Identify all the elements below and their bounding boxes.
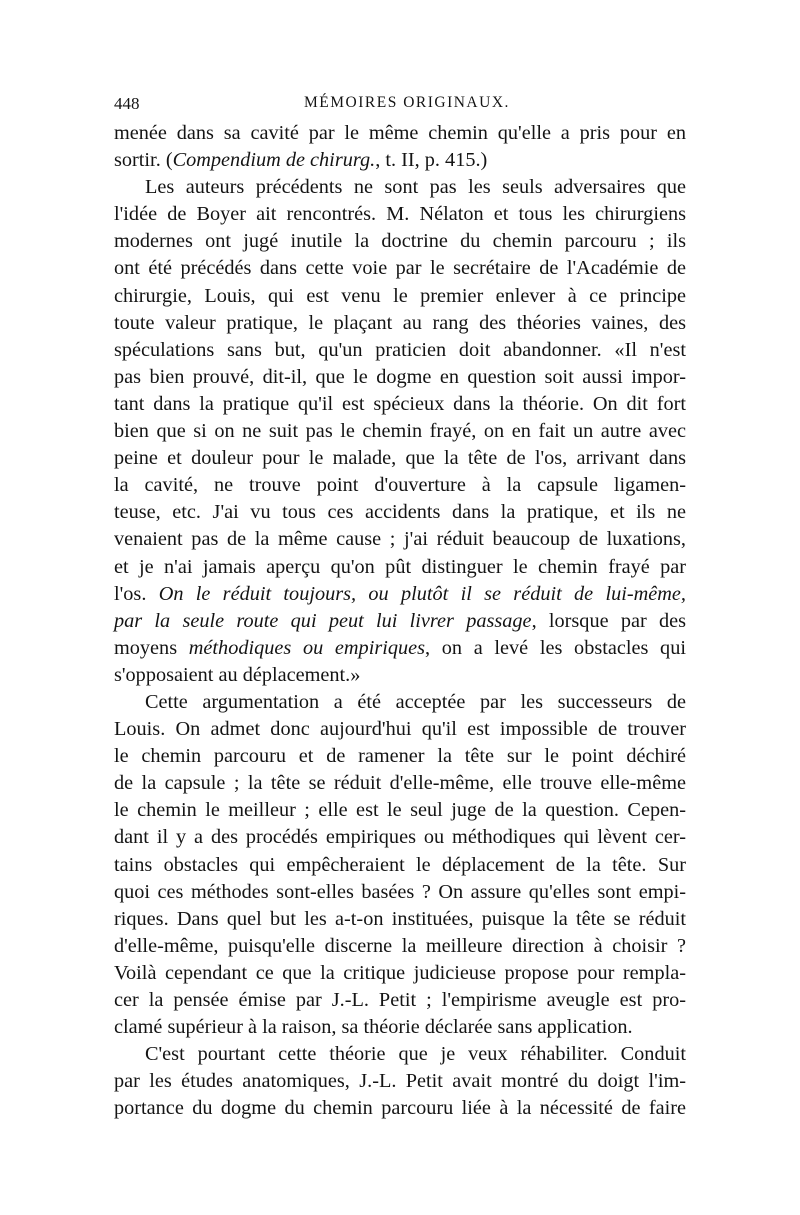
text-segment: , on a levé les obstacles qui — [425, 636, 686, 659]
text-segment: clamé supérieur à la raison, sa théorie déclarée sans application. — [114, 1016, 633, 1039]
text-line — [114, 472, 686, 499]
text-segment: portance du dogme du chemin parcouru liée à la nécessité de faire — [114, 1097, 686, 1120]
text-line — [114, 960, 686, 987]
italic-segment: méthodiques ou empiriques — [188, 636, 426, 659]
text-line — [114, 310, 686, 337]
text-line — [114, 174, 686, 201]
text-segment: dant il y a des procédés empiriques ou méthodiques qui lèvent cer- — [114, 826, 686, 849]
text-segment: menée dans sa cavité par le même chemin qu'elle a pris pour en — [114, 122, 686, 144]
text-segment: d'elle-même, puisqu'elle discerne la meilleure direction à choisir ? — [114, 934, 686, 957]
text-segment: teuse, etc. J'ai vu tous ces accidents dans la pratique, et ils ne — [114, 501, 686, 524]
text-line — [114, 770, 686, 797]
text-line — [114, 526, 686, 553]
text-line — [114, 581, 686, 608]
text-segment: peine et douleur pour le malade, que la tête de l'os, arrivant dans — [114, 447, 686, 470]
running-head — [114, 94, 686, 118]
text-segment: la cavité, ne trouve point d'ouverture à la capsule ligamen- — [114, 474, 686, 497]
text-line — [114, 879, 686, 906]
italic-segment: Compendium de chirurg. — [172, 149, 376, 172]
text-segment: venaient pas de la même cause ; j'ai réduit beaucoup de luxations, — [114, 528, 686, 551]
text-segment: , t. II, p. 415.) — [375, 149, 488, 172]
text-line — [114, 987, 686, 1014]
text-segment: et je n'ai jamais aperçu qu'on pût distinguer le chemin frayé par — [114, 555, 686, 578]
text-line — [114, 933, 686, 960]
italic-segment: On le réduit toujours, ou plutôt il se réduit de lui-même, — [158, 582, 686, 605]
text-line — [114, 608, 686, 635]
text-segment: bien que si on ne suit pas le chemin frayé, on en fait un autre avec — [114, 420, 686, 443]
text-segment: quoi ces méthodes sont-elles basées ? On assure qu'elles sont empi- — [114, 880, 686, 903]
text-segment: cer la pensée émise par J.-L. Petit ; l'empirisme aveugle est pro- — [114, 989, 686, 1011]
text-line — [114, 255, 686, 282]
text-line — [114, 716, 686, 743]
text-line — [114, 337, 686, 364]
page-number: 448 — [114, 94, 140, 113]
text-segment: par les études anatomiques, J.-L. Petit avait montré du doigt l'im- — [114, 1070, 686, 1093]
text-segment: de la capsule ; la tête se réduit d'elle-même, elle trouve elle-même — [114, 772, 686, 795]
text-line — [114, 418, 686, 445]
running-title: MÉMOIRES ORIGINAUX. — [304, 94, 510, 111]
text-line — [114, 364, 686, 391]
text-line — [114, 824, 686, 851]
text-segment: riques. Dans quel but les a-t-on instituées, puisque la tête se réduit — [114, 907, 686, 930]
text-segment: Voilà cependant ce que la critique judicieuse propose pour rempla- — [114, 961, 686, 984]
text-line — [114, 906, 686, 933]
text-segment: s'opposaient au déplacement.» — [114, 663, 361, 686]
text-line — [114, 743, 686, 770]
text-line — [114, 662, 686, 689]
text-line — [114, 797, 686, 824]
text-segment: Louis. On admet donc aujourd'hui qu'il est impossible de trouver — [114, 718, 686, 741]
text-segment: pas bien prouvé, dit-il, que le dogme en question soit aussi impor- — [114, 365, 686, 388]
text-segment: l'os. — [114, 582, 159, 605]
text-segment: sortir. ( — [114, 149, 173, 172]
text-segment: tains obstacles qui empêcheraient le déplacement de la tête. Sur — [114, 853, 686, 876]
text-line — [114, 1014, 686, 1041]
text-segment: le chemin le meilleur ; elle est le seul juge de la question. Cepen- — [114, 799, 686, 822]
text-line — [114, 635, 686, 662]
text-line — [114, 852, 686, 879]
text-segment: toute valeur pratique, le plaçant au rang des théories vaines, des — [114, 311, 686, 334]
text-line — [114, 1041, 686, 1068]
italic-segment: par la seule route qui peut lui livrer passage — [114, 609, 532, 632]
text-segment: chirurgie, Louis, qui est venu le premier enlever à ce principe — [114, 284, 686, 307]
text-line — [114, 689, 686, 716]
body-text — [114, 120, 686, 1122]
text-line — [114, 1095, 686, 1122]
text-line — [114, 1068, 686, 1095]
text-line — [114, 499, 686, 526]
text-line — [114, 120, 686, 147]
text-segment: tant dans la pratique qu'il est spécieux dans la théorie. On dit fort — [114, 392, 686, 415]
text-line — [114, 445, 686, 472]
text-segment: ont été précédés dans cette voie par le secrétaire de l'Académie de — [114, 257, 686, 280]
text-segment: spéculations sans but, qu'un praticien doit abandonner. «Il n'est — [114, 338, 686, 361]
text-segment: modernes ont jugé inutile la doctrine du chemin parcouru ; ils — [114, 230, 686, 253]
text-line — [114, 391, 686, 418]
text-line — [114, 283, 686, 310]
text-segment: moyens — [114, 636, 189, 659]
text-segment: Les auteurs précédents ne sont pas les seuls adversaires que — [145, 176, 686, 199]
text-line — [114, 147, 686, 174]
text-line — [114, 228, 686, 255]
text-segment: , lorsque par des — [531, 609, 687, 632]
text-segment: C'est pourtant cette théorie que je veux réhabiliter. Conduit — [145, 1043, 686, 1066]
text-line — [114, 554, 686, 581]
text-segment: le chemin parcouru et de ramener la tête sur le point déchiré — [114, 745, 686, 768]
text-segment: l'idée de Boyer ait rencontrés. M. Nélaton et tous les chirurgiens — [114, 203, 686, 226]
text-line — [114, 201, 686, 228]
text-segment: Cette argumentation a été acceptée par les successeurs de — [145, 690, 686, 713]
